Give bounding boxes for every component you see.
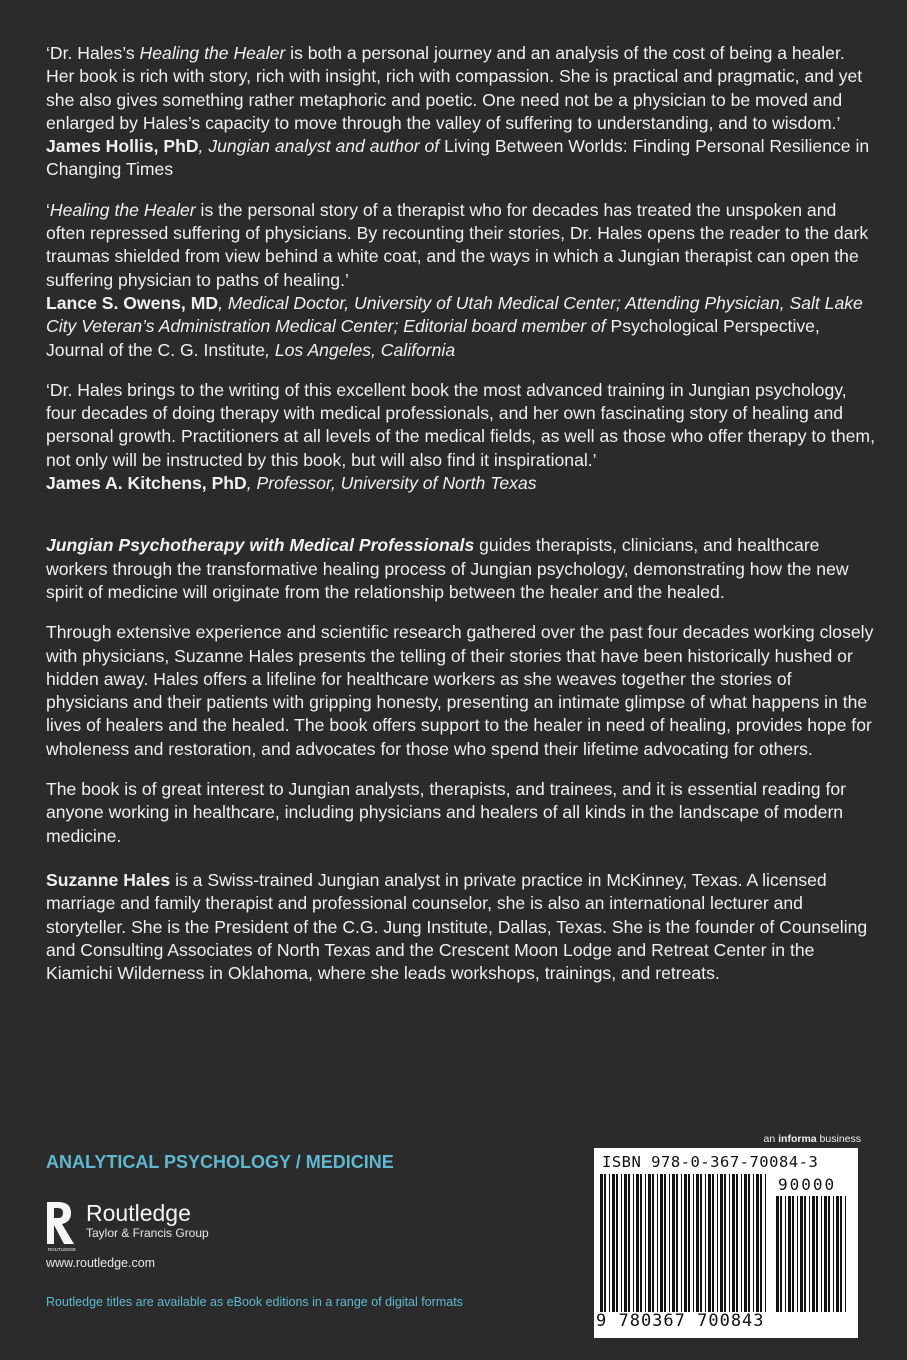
barcode-bar [640,1174,642,1312]
barcode-bar [681,1174,682,1312]
endorsement-1: ‘Dr. Hales’s Healing the Healer is both a personal journey and an analysis of the cost of being a healer. Her book is rich with story, rich with insight, rich with compassion. She is practical and pragmatic, and yet she also gives something rather metaphoric and poetic. One need not be a physician to be moved and enlarged by Hales’s capacity to move through the valley of suffering to understanding, and to wisdom.’ James Hollis, PhD, Jungian analyst and author of Living Between Worlds: Finding Personal Resilience in Changing Times [46,43,870,180]
barcode-bar [797,1196,798,1312]
isbn-barcode [594,1148,858,1338]
publisher-website: www.routledge.com [46,1256,156,1270]
barcode-bar [660,1174,663,1312]
description-paragraph-1: Jungian Psychotherapy with Medical Professionals guides therapists, clinicians, and healthcare workers through the transformative healing process of Jungian psychology, demonstrating how the new spirit of medicine will originate from the relationship between the healer and the healed. [46,535,849,602]
endorser-name: James Hollis, PhD [46,136,199,157]
barcode-bar [609,1174,610,1312]
barcode-bar [812,1196,815,1312]
barcode-bar [696,1174,699,1312]
barcode-bar [645,1174,646,1312]
routledge-mark-icon [44,1200,78,1252]
barcode-bar [756,1174,759,1312]
barcode-bar [800,1196,803,1312]
barcode-bar [708,1174,711,1312]
barcode-bar [676,1174,678,1312]
publisher-name: Routledge [86,1200,191,1226]
barcode-bar [684,1174,687,1312]
barcode-bar [824,1196,827,1312]
addon-barcode-bars [774,1196,850,1312]
barcode-bar [616,1174,618,1312]
barcode-bar [816,1196,818,1312]
barcode-bar [648,1174,651,1312]
ebook-note: Routledge titles are available as eBook editions in a range of digital formats [46,1295,463,1309]
barcode-bar [672,1174,675,1312]
barcode-bar [785,1196,786,1312]
barcode-bar [633,1174,634,1312]
barcode-bar [712,1174,714,1312]
barcode-bar [776,1196,779,1312]
author-bio: Suzanne Hales is a Swiss-trained Jungian analyst in private practice in McKinney, Texas. A licensed marriage and family therapist and professional counselor, she is also an international lecturer and storyteller. She is the President of the C.G. Jung Institute, Dallas, Texas. She is the founder of Counseling and Consulting Associates of North Texas and the Crescent Moon Lodge and Retreat Center in the Kiamichi Wilderness in Oklahoma, where she leads workshops, trainings, and retreats. [46,869,868,984]
informa-business-note: an informa business [763,1133,861,1145]
barcode-bar [720,1174,723,1312]
barcode-bar [693,1174,694,1312]
barcode-bar [664,1174,666,1312]
barcode-bar [612,1174,615,1312]
barcode-bar [840,1196,842,1312]
barcode-bar [821,1196,822,1312]
barcode-bar [628,1174,630,1312]
isbn-text: ISBN 978-0-367-70084-3 [602,1153,819,1171]
barcode-bar [724,1174,726,1312]
endorsement-2: ‘Healing the Healer is the personal story of a therapist who for decades has treated the unspoken and often repressed suffering of physicians. By recounting their stories, Dr. Hales opens the reader to the dark traumas shielded from view behind a white coat, and the ways in which a Jungian therapist can open the suffering physician to paths of healing.’ Lance S. Owens, MD, Medical Doctor, University of Utah Medical Center; Attending Physician, Salt Lake City Veteran’s Administration Medical Center; Editorial board member of Psychological Perspective, Journal of the C. G. Institute, Los Angeles, California [46,199,869,360]
endorser-name: James A. Kitchens, PhD [46,473,247,494]
barcode-bar [732,1174,735,1312]
description-paragraph-2: Through extensive experience and scientific research gathered over the past four decades working closely with physicians, Suzanne Hales presents the telling of their stories that have been historically hushed or hidden away. Hales offers a lifeline for healthcare workers as she weaves together the stories of physicians and their patients with gripping honesty, presenting an intimate glimpse of what happens in the lives of healers and the healed. The book offers support to the healer in need of healing, provides hope for wholeness and restoration, and advocates for those who spend their lifetime advocating for others. [46,622,874,759]
barcode-bar [744,1174,747,1312]
back-cover-text [46,42,876,985]
barcode-bar [700,1174,702,1312]
publisher-group: Taylor & Francis Group [86,1226,209,1240]
barcode-bar [688,1174,690,1312]
barcode-bar [788,1196,791,1312]
subject-category: ANALYTICAL PSYCHOLOGY / MEDICINE [46,1152,394,1172]
barcode-bar [836,1196,839,1312]
svg-text:ROUTLEDGE: ROUTLEDGE [48,1247,77,1252]
barcode-bar [828,1196,830,1312]
barcode-bar [636,1174,639,1312]
barcode-bar [741,1174,742,1312]
endorsement-3: ‘Dr. Hales brings to the writing of this excellent book the most advanced training in Jungian psychology, four decades of doing therapy with medical professionals, and her own fascinating story of healing and personal growth. Practitioners at all levels of the medical fields, as well as those who offer therapy to them, not only will be instructed by this book, but will also find it inspirational.’ James A. Kitchens, PhD, Professor, University of North Texas [46,379,875,494]
barcode-bar [833,1196,834,1312]
barcode-bar [845,1196,846,1312]
barcode-bar [729,1174,730,1312]
barcode-bar [748,1174,750,1312]
barcode-bar [736,1174,738,1312]
endorser-name: Lance S. Owens, MD [46,292,219,313]
barcode-bar [717,1174,718,1312]
barcode-bar [809,1196,810,1312]
barcode-bar [621,1174,622,1312]
barcode-bar [669,1174,670,1312]
description-paragraph-3: The book is of great interest to Jungian analysts, therapists, and trainees, and it is essential reading for anyone working in healthcare, including physicians and healers of all kinds in the landscape of modern medicine. [46,779,846,846]
barcode-bar [604,1174,606,1312]
barcode-bar [624,1174,627,1312]
barcode-bar [792,1196,794,1312]
price-addon-number: 90000 [778,1175,837,1194]
ean-number: 9 780367 700843 [596,1311,765,1331]
barcode-bar [753,1174,754,1312]
barcode-bar [652,1174,654,1312]
ean-barcode-bars [598,1174,770,1312]
barcode-bar [657,1174,658,1312]
barcode-bar [705,1174,706,1312]
barcode-bar [780,1196,782,1312]
barcode-bar [765,1174,766,1312]
barcode-bar [760,1174,762,1312]
barcode-bar [804,1196,806,1312]
publisher-logo [44,1200,209,1252]
book-title: Jungian Psychotherapy with Medical Professionals [46,535,475,556]
author-name: Suzanne Hales [46,869,171,890]
barcode-bar [600,1174,603,1312]
